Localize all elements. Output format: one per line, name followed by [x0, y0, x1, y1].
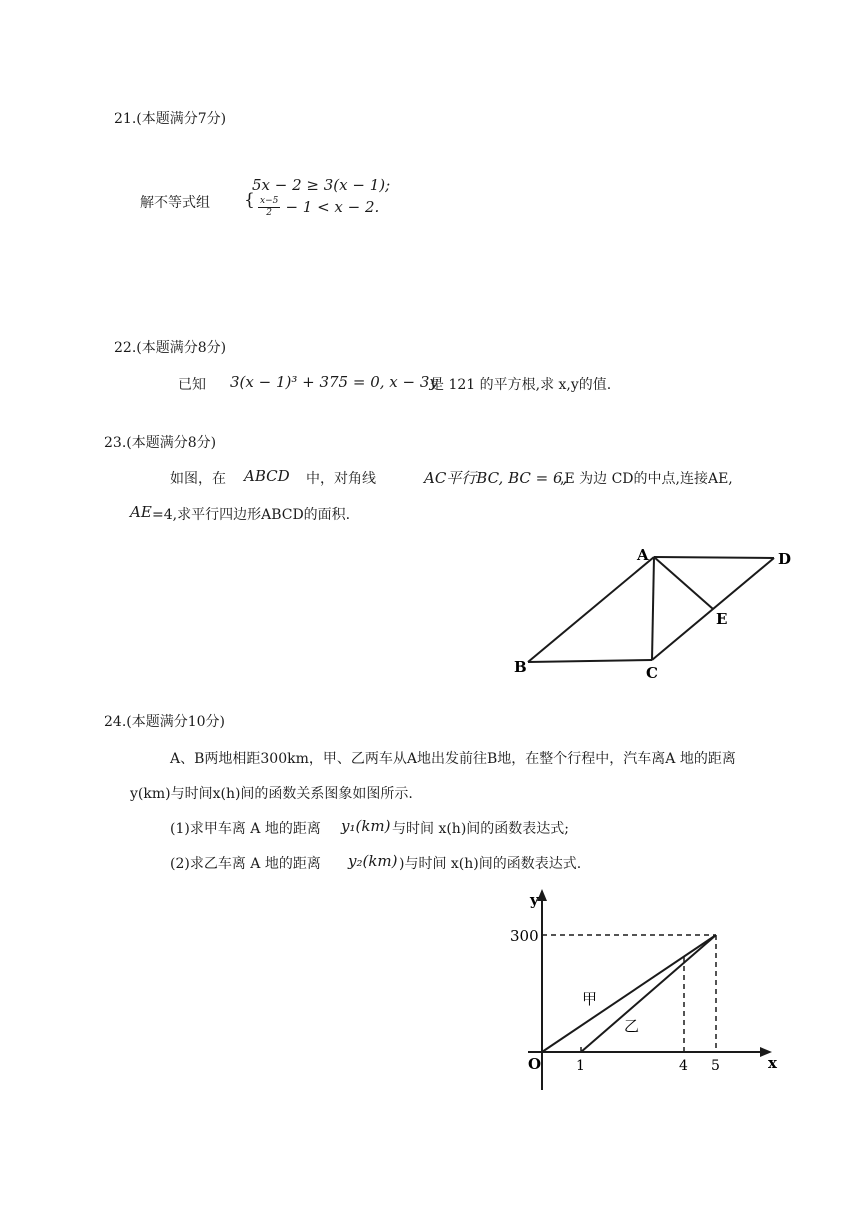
q24-header: 24.(本题满分10分): [104, 714, 226, 730]
q21-fraction-denominator: 2: [266, 208, 273, 218]
label-c: C: [646, 664, 658, 682]
q24-sub1-a: (1)求甲车离 A 地的距离: [170, 821, 321, 837]
q21-brace: {: [244, 190, 255, 210]
label-e: E: [716, 610, 728, 628]
q21-header: 21.(本题满分7分): [114, 111, 227, 127]
diagonal-ac: [652, 557, 654, 660]
q22-expression: 3(x − 1)³ + 375 = 0, x − 3y: [230, 373, 438, 391]
q23-text-2b: =4,求平行四边形ABCD的面积.: [152, 507, 351, 523]
distance-time-graph: [500, 885, 800, 1100]
segment-ad: [654, 557, 774, 558]
q23-text-1b: ABCD: [244, 467, 290, 485]
q21-prompt: 解不等式组: [140, 195, 210, 211]
q24-sub2-b: y₂(km): [348, 852, 398, 870]
q23-text-1c: 中，对角线: [306, 471, 376, 487]
q24-sub2-a: (2)求乙车离 A 地的距离: [170, 856, 321, 872]
q22-tail: 是 121 的平方根,求 x,y的值.: [430, 377, 612, 393]
q23-text-1a: 如图，在: [170, 471, 226, 487]
q22-header: 22.(本题满分8分): [114, 340, 227, 356]
q24-sub2-c: )与时间 x(h)间的函数表达式.: [399, 856, 582, 872]
parallelogram-figure: [500, 540, 810, 690]
q21-inequality-2: [258, 196, 379, 219]
y-tick-label-300: 300: [510, 927, 539, 945]
x-tick-label-4: 4: [679, 1058, 688, 1074]
line-jia-label: 甲: [582, 990, 598, 1008]
q23-text-1d: AC平行BC, BC = 6,: [424, 469, 568, 487]
line-yi-label: 乙: [624, 1017, 640, 1035]
q21-fraction-numerator: x−5: [260, 196, 279, 206]
q21-fraction: [258, 196, 280, 219]
line-yi: [581, 935, 716, 1052]
x-tick-label-5: 5: [711, 1058, 720, 1074]
label-b: B: [514, 658, 527, 676]
segment-cb: [528, 660, 652, 662]
q21-inequality-2-rest: − 1 < x − 2.: [285, 198, 380, 216]
segment-ab: [528, 557, 654, 662]
y-axis-label: y: [530, 891, 539, 909]
x-axis-label: x: [768, 1054, 777, 1072]
q24-sub1-b: y₁(km): [341, 817, 391, 835]
x-tick-label-1: 1: [576, 1058, 585, 1074]
q23-text-2a: AE: [130, 503, 152, 521]
q23-text-1e: ,E 为边 CD的中点,连接AE,: [560, 471, 733, 487]
q24-paragraph-1: A、B两地相距300km，甲、乙两车从A地出发前往B地，在整个行程中，汽车离A 地的距离: [170, 751, 736, 767]
q23-header: 23.(本题满分8分): [104, 435, 217, 451]
origin-label: O: [528, 1055, 542, 1073]
q21-inequality-1: 5x − 2 ≥ 3(x − 1);: [252, 176, 391, 194]
q24-sub1-c: 与时间 x(h)间的函数表达式;: [392, 821, 570, 837]
segment-ae: [654, 557, 713, 609]
label-a: A: [637, 546, 649, 564]
q22-lead: 已知: [178, 377, 206, 393]
label-d: D: [778, 550, 792, 568]
q24-paragraph-2: y(km)与时间x(h)间的函数关系图象如图所示.: [130, 786, 413, 802]
